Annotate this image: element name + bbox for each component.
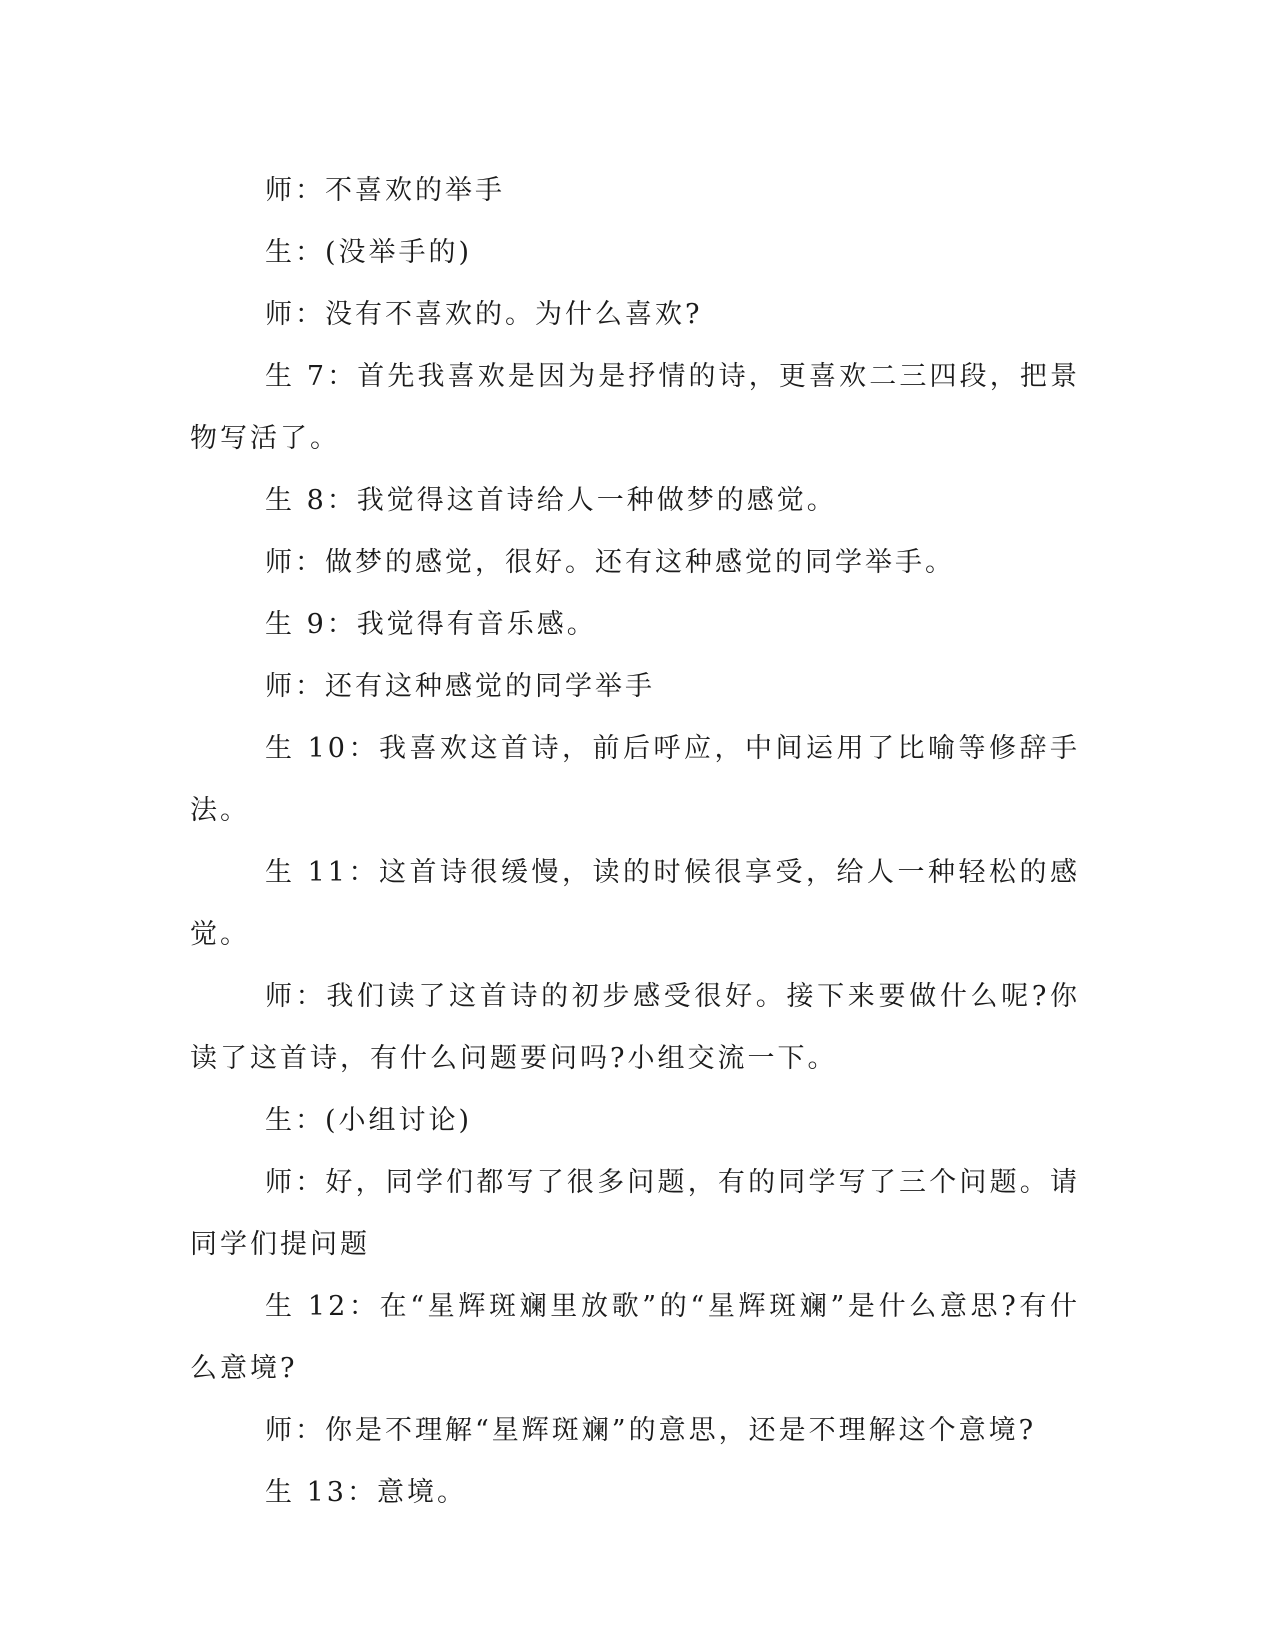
paragraph-9: 生 10：我喜欢这首诗，前后呼应，中间运用了比喻等修辞手法。: [190, 733, 1080, 826]
document-body: [190, 160, 1080, 1524]
paragraph-4: 生 7：首先我喜欢是因为是抒情的诗，更喜欢二三四段，把景物写活了。: [190, 361, 1080, 454]
paragraph-1: 师：不喜欢的举手: [265, 175, 505, 206]
paragraph-12: 生：(小组讨论): [265, 1105, 473, 1136]
paragraph-11: 师：我们读了这首诗的初步感受很好。接下来要做什么呢?你读了这首诗，有什么问题要问吗?小组交流一下。: [190, 981, 1080, 1074]
paragraph-2: 生：(没举手的): [265, 237, 473, 268]
paragraph-10: 生 11：这首诗很缓慢，读的时候很享受，给人一种轻松的感觉。: [190, 857, 1080, 950]
paragraph-7: 生 9：我觉得有音乐感。: [265, 609, 597, 640]
paragraph-16: 生 13：意境。: [265, 1477, 467, 1508]
paragraph-14: 生 12：在“星辉斑斓里放歌”的“星辉斑斓”是什么意思?有什么意境?: [190, 1291, 1080, 1384]
paragraph-8: 师：还有这种感觉的同学举手: [265, 671, 655, 702]
paragraph-3: 师：没有不喜欢的。为什么喜欢?: [265, 299, 703, 330]
paragraph-15: 师：你是不理解“星辉斑斓”的意思，还是不理解这个意境?: [265, 1415, 1037, 1446]
paragraph-13: 师：好，同学们都写了很多问题，有的同学写了三个问题。请同学们提问题: [190, 1167, 1080, 1260]
paragraph-5: 生 8：我觉得这首诗给人一种做梦的感觉。: [265, 485, 837, 516]
paragraph-6: 师：做梦的感觉，很好。还有这种感觉的同学举手。: [265, 547, 955, 578]
